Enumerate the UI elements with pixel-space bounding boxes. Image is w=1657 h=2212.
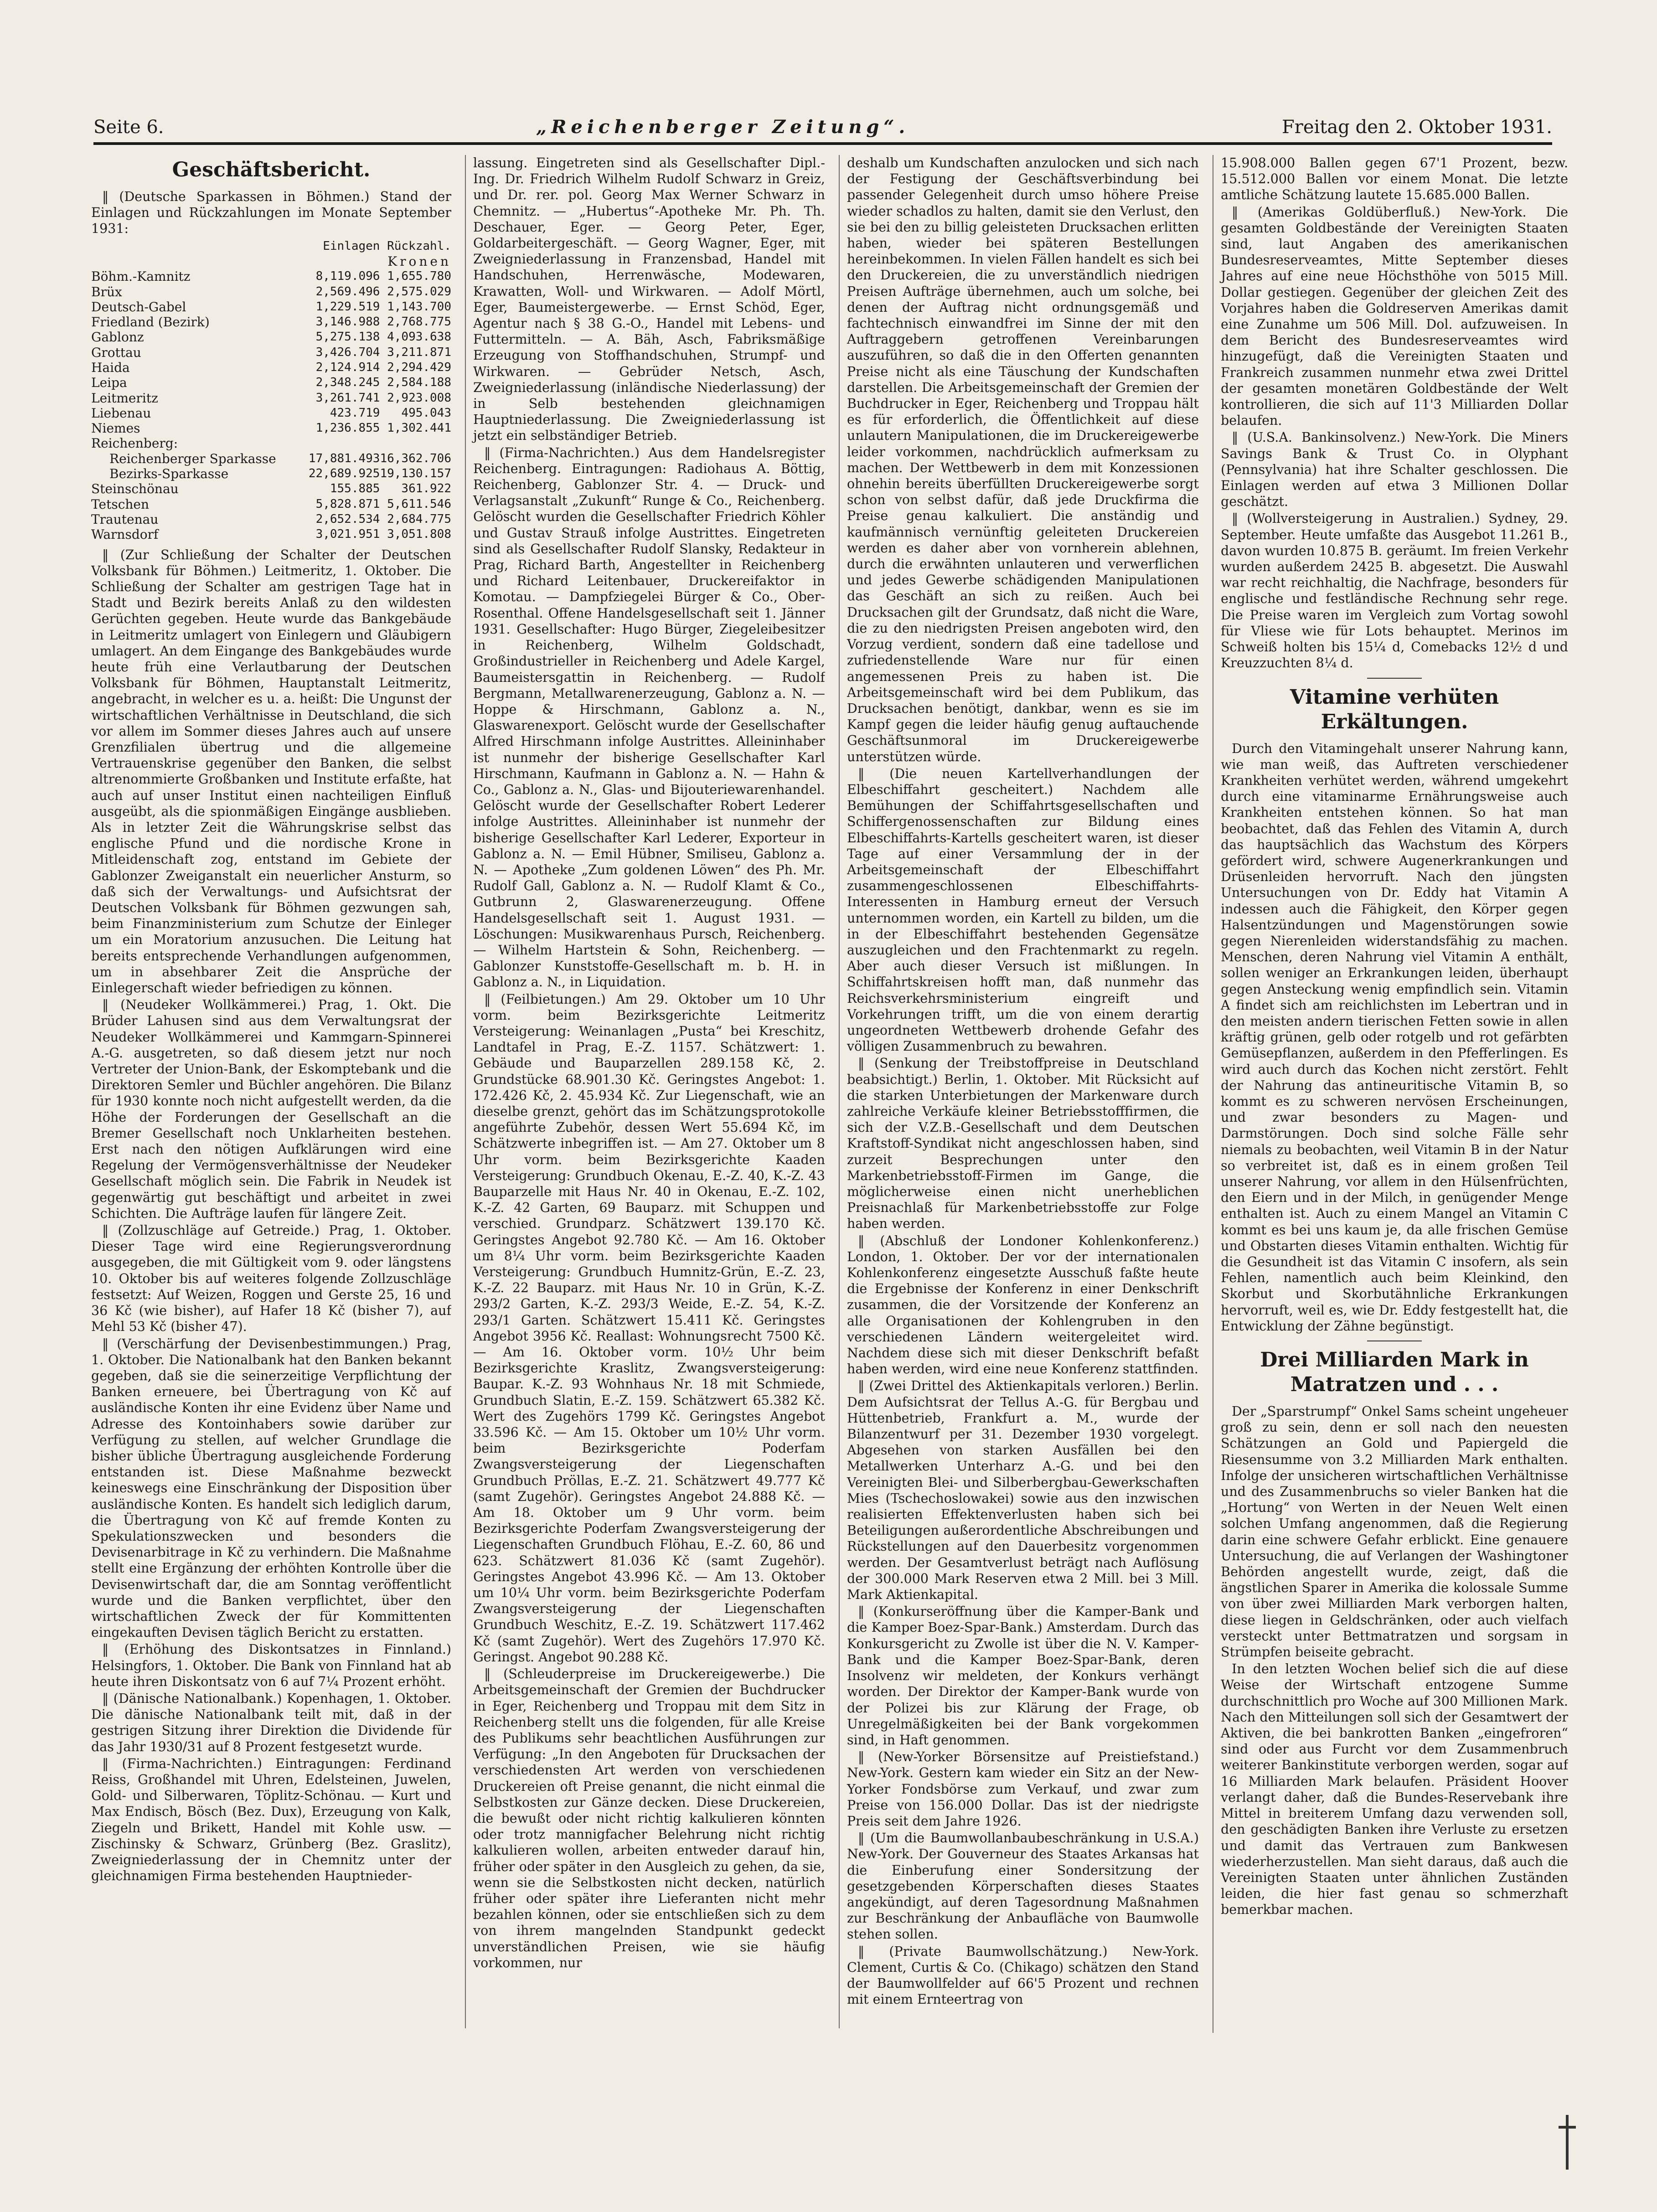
page-number: Seite 6.	[93, 117, 164, 138]
table-row: Grottau 3,426.704 3,211.871	[91, 345, 451, 360]
article-schleuderpreise-cont: deshalb um Kundschaften anzulocken und sich nach der Festigung der Geschäftsverbindung bei passender Gelegenheit durch umso höhere Preise wieder schadlos zu halten, damit sie den Verlust, den sie bei den zu billig geleisteten Drucksachen erlitten haben, wieder bei späteren Bestellungen hereinbekommen. In vielen Fällen handelt es sich bei den Druckereien, die zu unverständlich niedrigen Preisen Aufträge übernehmen, auch um solche, bei denen der Auftrag nicht ordnungsgemäß und fachtechnisch einwandfrei im Sinne der mit den Auftraggebern getroffenen Vereinbarungen auszuführen, so daß die in den Offerten genannten Preise nicht als eine Täuschung der Kundschaften darstellen. Die Arbeitsgemeinschaft der Gremien der Buchdrucker in Eger, Reichenberg und Troppau hält es für erforderlich, die Öffentlichkeit auf diese unlautern Manipulationen, die im Druckereigewerbe leider vorkommen, nachdrücklich aufmerksam zu machen. Der Wettbewerb in dem mit Konzessionen ohnehin bereits überfüllten Druckereigewerbe sorgt schon von selbst dafür, daß jede Druckfirma die Preise genau kalkuliert. Die anständig und kaufmännisch vernünftig geleiteten Druckereien werden es daher aber von vornherein ablehnen, durch die erwähnten unlauteren und verwerflichen und jedes Gewerbe schädigenden Manipulationen das Geschäft an sich zu reißen. Auch bei Drucksachen gilt der Grundsatz, daß nicht die Ware, die zu den niedrigsten Preisen angeboten wird, den Vorzug verdient, sondern daß eine tadellose und zufriedenstellende Ware nur für einen angemessenen Preis zu haben ist. Die Arbeitsgemeinschaft wird bei dem Publikum, das Drucksachen benötigt, dankbar, wenn es sie im Kampf gegen die leider häufig genug auftauchende Geschäftsunmoral im Druckereigewerbe unterstützen würde.	[847, 155, 1199, 764]
article-kohlenkonferenz: ‖ (Abschluß der Londoner Kohlenkonferenz.) London, 1. Oktober. Der vor der internationalen Kohlenkonferenz eingesetzte Ausschuß faßte heute die Ergebnisse der Konferenz in einer Denkschrift zusammen, die der Vorsitzende der Konferenz an alle Organisationen der Kohlengruben in den verschiedenen Ländern weitergeleitet wird. Nachdem diese sich mit dieser Denkschrift befaßt haben werden, wird eine neue Konferenz stattfinden.	[847, 1233, 1199, 1377]
issue-date: Freitag den 2. Oktober 1931.	[1281, 117, 1552, 138]
article-diskontsatz-finnland: ‖ (Erhöhung des Diskontsatzes in Finnland.) Helsingfors, 1. Oktober. Die Bank von Finnland hat ab heute ihren Diskontsatz von 6 auf 7¼ Prozent erhöht.	[91, 1642, 451, 1689]
headline-vitamine: Vitamine verhüten Erkältungen.	[1290, 685, 1499, 733]
article-goldueberfluss: ‖ (Amerikas Goldüberfluß.) New-York. Die gesamten Goldbestände der Vereinigten Staaten sind, laut Angaben des amerikanischen Bundesreserveamtes, Mitte September dieses Jahres auf eine neue Höchsthöhe von 5015 Mill. Dollar gestiegen. Gegenüber der gleichen Zeit des Vorjahres haben die Goldreserven Amerikas damit eine Zunahme um 506 Mill. Dol. aufzuweisen. In dem Bericht des Bundesreserveamtes wird hinzugefügt, daß die Vereinigten Staaten und Frankreich zusammen nunmehr etwa zwei Drittel der gesamten monetären Goldbestände der Welt kontrollieren, die sich auf 11'3 Milliarden Dollar belaufen.	[1221, 204, 1568, 428]
article-neudeker-wollkaemmerei: ‖ (Neudeker Wollkämmerei.) Prag, 1. Okt. Die Brüder Lahusen sind aus dem Verwaltungsrat der Neudeker Wollkämmerei und Kammgarn-Spinnerei A.-G. ausgetreten, so daß diesem jetzt nur noch Vertreter der Union-Bank, der Eskomptebank und die Direktoren Semler und Büchler angehören. Die Bilanz für 1930 konnte noch nicht aufgestellt werden, da die Höhe der Forderungen der Gesellschaft an die Bremer Gesellschaft noch Unklarheiten bestehen. Erst nach den nötigen Aufklärungen wird eine Regelung der Vermögensverhältnisse der Neudeker Gesellschaft möglich sein. Die Fabrik in Neudek ist gegenwärtig gut beschäftigt und arbeitet in zwei Schichten. Die Aufträge laufen für längere Zeit.	[91, 997, 451, 1221]
newspaper-title: „Reichenberger Zeitung“.	[536, 116, 910, 138]
article-baumwollschaetzung-cont: 15.908.000 Ballen gegen 67'1 Prozent, bezw. 15.512.000 Ballen vor einem Monat. Die letzte amtliche Schätzung lautete 15.685.000 Ballen.	[1221, 155, 1568, 203]
article-elbeschiffahrt: ‖ (Die neuen Kartellverhandlungen der Elbeschiffahrt gescheitert.) Nachdem alle Bemühungen der Schiffahrtsgesellschaften und Schiffergenossenschaften zur Bildung eines Elbeschiffahrts-Kartells gescheitert waren, ist dieser Tage auf einer Versammlung der in der Arbeitsgemeinschaft der Elbeschiffahrt zusammengeschlossenen Elbeschiffahrts-Interessenten in Hamburg erneut der Versuch unternommen worden, ein Kartell zu bilden, um die in der Elbeschiffahrt bestehenden Gegensätze auszugleichen und den Frachtenmarkt zu regeln. Aber auch dieser Versuch ist mißlungen. In Schiffahrtskreisen hofft man, daß nunmehr das Reichsverkehrsministerium eingreift und Vorkehrungen trifft, um die von einem derartig ungeordneten Wettbewerb drohende Gefahr des völligen Zusammenbruch zu bewahren.	[847, 766, 1199, 1054]
table-row: Haida 2,124.914 2,294.429	[91, 360, 451, 375]
table-row: Trautenau 2,652.534 2,684.775	[91, 511, 451, 527]
table-unit-row	[91, 254, 451, 269]
article-kamper-bank: ‖ (Konkurseröffnung über die Kamper-Bank und die Kamper Boez-Spar-Bank.) Amsterdam. Durch das Konkursgericht zu Zwolle ist über die N. V. Kamper-Bank und die Kamper Boez-Spar-Bank, deren Insolvenz wir meldeten, der Konkurs verhängt worden. Der Direktor der Kamper-Bank wurde von der Polizei bis zur Klärung der Frage, ob Unregelmäßigkeiten bei der Bank vorgekommen sind, in Haft genommen.	[847, 1604, 1199, 1748]
article-sparstrumpf-2: In den letzten Wochen belief sich die auf diese Weise der Wirtschaft entzogene Summe durchschnittlich pro Woche auf 300 Millionen Mark. Nach den Mitteilungen soll sich der Gesamtwert der Aktiven, die bei bankrotten Banken „eingefroren“ sind oder aus Furcht vor dem Zusammenbruch weiterer Bankinstitute verborgen werden, sogar auf 16 Milliarden Mark belaufen. Präsident Hoover verlangt daher, daß die Bundes-Reservebank ihre Mittel in breiterem Umfang dazu verwenden soll, den geschädigten Banken ihre Verluste zu ersetzen und damit das Vertrauen zum Bankwesen wiederherzustellen. Man sieht daraus, daß auch die Vereinigten Staaten unter ähnlichen Zuständen leiden, die hier fast genau so schmerzhaft bemerkbar machen.	[1221, 1661, 1568, 1918]
article-treibstoffpreise: ‖ (Senkung der Treibstoffpreise in Deutschland beabsichtigt.) Berlin, 1. Oktober. Mit Rücksicht auf die starken Unterbietungen der Markenware durch zahlreiche Verkäufe kleiner Betriebsstofffirmen, die sich der V.Z.B.-Gesellschaft und dem Deutschen Kraftstoff-Syndikat nicht angeschlossen haben, sind zurzeit Besprechungen unter den Markenbetriebsstoff-Firmen im Gange, die möglicherweise einen nicht unerheblichen Preisnachlaß für Markenbetriebsstoffe zur Folge haben werden.	[847, 1056, 1199, 1232]
headline-milliarden-mark: Drei Milliarden Mark in Matratzen und . . .	[1260, 1348, 1529, 1397]
table-row: Deutsch-Gabel 1,229.519 1,143.700	[91, 299, 451, 315]
column-4	[1213, 155, 1568, 2033]
article-wollversteigerung: ‖ (Wollversteigerung in Australien.) Sydney, 29. September. Heute umfaßte das Ausgebot 11.261 B., davon wurden 10.875 B. geräumt. Im freien Verkehr wurden außerdem 2425 B. abgesetzt. Die Auswahl war recht reichhaltig, die Nachfrage, besonders für englische und festländische Rechnung sehr rege. Die Preise waren im Vergleich zum Vortag sowohl für Vliese wie für Lots behauptet. Merinos im Schweiß holten bis 15¼ d, Comebacks 12½ d und Kreuzzuchten 8¼ d.	[1221, 511, 1568, 671]
article-boersensitze: ‖ (New-Yorker Börsensitze auf Preistiefstand.) New-York. Gestern kam wieder ein Sitz an der New-Yorker Fondsbörse zum Verkauf, und zwar zum Preise von 156.000 Dollar. Das ist der niedrigste Preis seit dem Jahre 1926.	[847, 1749, 1199, 1829]
article-firma-nachrichten-1: ‖ (Firma-Nachrichten.) Eintragungen: Ferdinand Reiss, Großhandel mit Uhren, Edelsteinen, Juwelen, Gold- und Silberwaren, Töplitz-Schönau. — Kurt und Max Endisch, Bösch (Bez. Dux), Erzeugung von Kalk, Ziegeln und Brikett, Handel mit Kohle usw. — Zischinsky & Schwarz, Grünberg (Bez. Graslitz), Zweigniederlassung der in Chemnitz unter der gleichnamigen Firma bestehenden Hauptnieder-	[91, 1756, 451, 1884]
article-schleuderpreise: ‖ (Schleuderpreise im Druckereigewerbe.) Die Arbeitsgemeinschaft der Gremien der Buchdrucker in Eger, Reichenberg und Troppau mit dem Sitz in Reichenberg stellt uns die folgenden, für alle Kreise des Publikums sehr beachtlichen Ausführungen zur Verfügung: „In den Angeboten für Drucksachen der verschiedensten Art werden von verschiedenen Druckereien oft Preise genannt, die nicht einmal die Selbstkosten zur Gänze decken. Diese Druckereien, die bewußt oder nicht richtig kalkulieren könnten oder trotz mannigfacher Belehrung nicht richtig kalkulieren wollen, arbeiten entweder darauf hin, früher oder später in den Ausgleich zu gehen, da sie, wenn sie die Selbstkosten nicht decken, natürlich früher oder später ihre Lieferanten nicht mehr bezahlen können, oder sie entschließen sich zu dem von ihrem mangelnden Standpunkt gedeckt unverständlichen Preisen, wie sie häufig vorkommen, nur	[473, 1666, 825, 1970]
column-header-einlagen: Einlagen	[323, 239, 380, 253]
article-sparstrumpf: Der „Sparstrumpf“ Onkel Sams scheint ungeheuer groß zu sein, denn er soll nach den neuesten Schätzungen an Gold und Papiergeld die Riesensumme von 3.2 Milliarden Mark enthalten. Infolge der unsicheren wirtschaftlichen Verhältnisse und des Zusammenbruchs so vieler Banken hat die „Hortung“ von Werten in der Neuen Welt einen solchen Umfang angenommen, daß die Regierung darin eine schwere Gefahr erblickt. Eine genauere Untersuchung, die auf Verlangen der Washingtoner Behörden angestellt wurde, zeigt, daß die ängstlichen Sparer in Amerika die kolossale Summe von über zwei Milliarden Mark verborgen halten, diese liegen in Geldschränken, oder auch vielfach versteckt unter Bettmatratzen und sorgsam in Strümpfen beiseite gebracht.	[1221, 1404, 1568, 1660]
table-row: Liebenau 423.719 495.043	[91, 405, 451, 421]
article-bankinsolvenz: ‖ (U.S.A. Bankinsolvenz.) New-York. Die Miners Savings Bank & Trust Co. in Olyphant (Pennsylvania) hat ihre Schalter geschlossen. Die Einlagen werden auf etwa 3 Millionen Dollar geschätzt.	[1221, 430, 1568, 510]
page-header	[93, 118, 1552, 145]
table-row: Brüx 2,569.496 2,575.029	[91, 284, 451, 299]
dagger-mark	[1566, 2115, 1569, 2170]
article-volksbank: ‖ (Zur Schließung der Schalter der Deutschen Volksbank für Böhmen.) Leitmeritz, 1. Oktober. Die Schließung der Schalter am gestrigen Tage hat in Stadt und Bezirk bereits Anlaß zu den wildesten Gerüchten gegeben. Heute wurde das Bankgebäude in Leitmeritz umlagert von Einlegern und Gläubigern umlagert. An dem Eingange des Bankgebäudes wurde heute früh eine Verlautbarung der Deutschen Volksbank für Böhmen, Hauptanstalt Leitmeritz, angebracht, in welcher es u. a. heißt: Die Ungunst der wirtschaftlichen Verhältnisse in Deutschland, die sich vor allem im Sommer dieses Jahres auch auf unsere Grenzfilialen übertrug und die allgemeine Vertrauenskrise gegenüber den Banken, die selbst altrenommierte Großbanken und Institute erfaßte, hat auch auf unser Institut einen nachteiligen Einfluß ausgeübt, als die spionmäßigen Eingänge ausblieben. Als in letzter Zeit die Währungskrise selbst das englische Pfund und die nordische Krone in Mitleidenschaft zog, entstand im Gebiete der Gablonzer Zweiganstalt ein neuerlicher Ansturm, so daß sich der Verwaltungs- und Aufsichtsrat der Deutschen Volksbank für Böhmen gezwungen sah, beim Finanzministerium zum Schutze der Einleger um ein Moratorium anzusuchen. Die Leitung hat bereits entsprechende Verhandlungen aufgenommen, um in absehbarer Zeit die Ansprüche der Einlegerschaft wieder befriedigen zu können.	[91, 547, 451, 996]
table-row: Bezirks-Sparkasse 22,689.925 19,130.157	[109, 466, 451, 482]
divider	[1367, 678, 1422, 679]
table-header-row	[91, 239, 451, 254]
column-2	[465, 155, 825, 2028]
article-firma-nachrichten-1-cont: lassung. Eingetreten sind als Gesellschafter Dipl.-Ing. Dr. Friedrich Wilhelm Rudolf Schwarz in Greiz, und Dr. rer. pol. Georg Max Werner Schwarz in Chemnitz. — „Hubertus“-Apotheke Mr. Ph. Th. Deschauer, Eger. — Georg Peter, Eger, Goldarbeitergeschäft. — Georg Wagner, Eger, mit Zweigniederlassung in Franzensbad, Handel mit Handschuhen, Herrenwäsche, Modewaren, Krawatten, Woll- und Wirkwaren. — Adolf Mörtl, Eger, Baumeistergewerbe. — Ernst Schöd, Eger, Agentur nach § 38 G.-O., Handel mit Lebens- und Futtermitteln. — A. Bäh, Asch, Fabriksmäßige Erzeugung von Stoffhandschuhen, Strumpf- und Wirkwaren. — Gebrüder Netsch, Asch, Zweigniederlassung (inländische Niederlassung) der in Selb bestehenden gleichnamigen Hauptniederlassung. Die Zweigniederlassung ist jetzt ein selbständiger Betrieb.	[473, 155, 825, 443]
article-zollzuschlaege: ‖ (Zollzuschläge auf Getreide.) Prag, 1. Oktober. Dieser Tage wird eine Regierungsverordnung ausgegeben, die mit Gültigkeit vom 9. oder längstens 10. Oktober bis auf weiteres folgende Zollzuschläge festsetzt: Auf Weizen, Roggen und Gerste 25, 16 und 36 Kč (wie bisher), auf Hafer 18 Kč (bisher 7), auf Mehl 53 Kč (bisher 47).	[91, 1223, 451, 1335]
column-header-rueckzahlungen: Rückzahl.	[387, 239, 451, 253]
table-row: Friedland (Bezirk) 3,146.988 2,768.775	[91, 315, 451, 330]
table-row: Steinschönau 155.885 361.922	[91, 481, 451, 497]
table-row: Böhm.-Kamnitz 8,119.096 1,655.780	[91, 269, 451, 284]
article-baumwollanbau: ‖ (Um die Baumwollanbaubeschränkung in U.S.A.) New-York. Der Gouverneur des Staates Arkansas hat die Einberufung einer Sondersitzung der gesetzgebenden Körperschaften dieses Staates angekündigt, auf deren Tagesordnung Maßnahmen zur Beschränkung der Anbaufläche von Baumwolle stehen sollen.	[847, 1830, 1199, 1942]
table-row: Leitmeritz 3,261.741 2,923.008	[91, 390, 451, 406]
article-vitamine: Durch den Vitamingehalt unserer Nahrung kann, wie man weiß, das Auftreten verschiedener Krankheiten verhütet werden, während umgekehrt durch eine vitaminarme Ernährungsweise auch Krankheiten entstehen können. So hat man beobachtet, daß das Fehlen des Vitamin A, durch das hauptsächlich das Wachstum des Körpers gefördert wird, schwere Augenerkrankungen und Drüsenleiden hervorruft. Nach den jüngsten Untersuchungen von Dr. Eddy hat Vitamin A indessen auch die Fähigkeit, den Körper gegen Halsentzündungen und Magenstörungen sowie gegen Nierenleiden widerstandsfähig zu machen. Menschen, deren Nahrung viel Vitamin A enthält, sollen weniger an Erkrankungen leiden, überhaupt gegen Ansteckung wenig empfindlich sein. Vitamin A findet sich am reichlichsten im Lebertran und in den meisten andern tierischen Fetten sowie in allen kräftig grünen, gelb oder rotgelb und rot gefärbten Gemüsepflanzen, außerdem in den Pfefferlingen. Es wird auch durch das Kochen nicht zerstört. Fehlt der Nahrung das antineuritische Vitamin B, so kommt es zu schweren nervösen Erscheinungen, und zwar besonders zu Magen- und Darmstörungen. Doch sind solche Fälle sehr niemals zu beobachten, weil Vitamin B in der Natur so verbreitet ist, daß es in einem großen Teil unserer Nahrung, vor allem in den Hülsenfrüchten, den Eiern und in der Milch, in genügender Menge enthalten ist. Auch zu einem Mangel an Vitamin C kommt es bei uns kaum je, da alle frischen Gemüse und Obstarten dieses Vitamin enthalten. Wichtig für die Gesundheit ist das Vitamin C insofern, als sein Fehlen, namentlich auch beim Kleinkind, den Skorbut und Skorbutähnliche Erkrankungen hervorruft, weil es, wie Dr. Eddy festgestellt hat, die Entwicklung der Zähne begünstigt.	[1221, 741, 1568, 1334]
section-heading-geschaeftsbericht: Geschäftsbericht.	[172, 158, 371, 181]
table-row: Niemes 1,236.855 1,302.441	[91, 421, 451, 436]
article-firma-nachrichten-2: ‖ (Firma-Nachrichten.) Aus dem Handelsregister Reichenberg. Eintragungen: Radiohaus A. Böttig, Reichenberg, Gablonzer Str. 4. — Druck- und Verlagsanstalt „Zukunft“ Runge & Co., Reichenberg. Gelöscht wurden die Gesellschafter Friedrich Köhler und Gustav Strauß infolge Austrittes. Eingetreten sind als Gesellschafter Rudolf Slansky, Redakteur in Prag, Richard Barth, Angestellter in Reichenberg und Richard Leitenbauer, Druckereifaktor in Komotau. — Dampfziegelei Bürger & Co., Ober-Rosenthal. Offene Handelsgesellschaft seit 1. Jänner 1931. Gesellschafter: Hugo Bürger, Ziegeleibesitzer in Reichenberg, Wilhelm Goldschadt, Großindustrieller in Reichenberg und Adele Kargel, Baumeistersgattin in Reichenberg. — Rudolf Bergmann, Metallwarenerzeugung, Gablonz a. N. — Hoppe & Hirschmann, Gablonz a. N., Glaswarenexport. Gelöscht wurde der Gesellschafter Alfred Hirschmann infolge Austrittes. Alleininhaber ist nunmehr der bisherige Gesellschafter Karl Hirschmann, Kaufmann in Gablonz a. N. — Hahn & Co., Gablonz a. N., Glas- und Bijouteriewarenhandel. Gelöscht wurde der Gesellschafter Robert Lederer infolge Austrittes. Alleininhaber ist nunmehr der bisherige Gesellschafter Karl Lederer, Exporteur in Gablonz a. N. — Emil Hübner, Smiliseu, Gablonz a. N. — Apotheke „Zum goldenen Löwen“ des Ph. Mr. Rudolf Gall, Gablonz a. N. — Rudolf Klamt & Co., Gutbrunn 2, Glaswarenerzeugung. Offene Handelsgesellschaft seit 1. August 1931. — Löschungen: Musikwarenhaus Pursch, Reichenberg. — Wilhelm Hartstein & Sohn, Reichenberg. — Gablonzer Kunststoffe-Gesellschaft m. b. H. in Gablonz a. N., in Liquidation.	[473, 445, 825, 990]
article-baumwollschaetzung: ‖ (Private Baumwollschätzung.) New-York. Clement, Curtis & Co. (Chikago) schätzen den Stand der Baumwollfelder auf 66'5 Prozent und rechnen mit einem Ernteertrag von	[847, 1944, 1199, 2007]
column-3	[839, 155, 1199, 2028]
article-feilbietungen: ‖ (Feilbietungen.) Am 29. Oktober um 10 Uhr vorm. beim Bezirksgerichte Leitmeritz Versteigerung: Weinanlagen „Pusta“ bei Kreschitz, Landtafel in Prag, E.-Z. 1157. Schätzwert: 1. Gebäude und Bauparzellen 289.158 Kč, 2. Grundstücke 68.901.30 Kč. Geringstes Angebot: 1. 172.426 Kč, 2. 45.934 Kč. Zur Liegenschaft, wie an dieselbe grenzt, gehört das im Schätzungsprotokolle angeführte Zubehör, dessen Wert 55.694 Kč, im Schätzwerte inbegriffen ist. — Am 27. Oktober um 8 Uhr vorm. beim Bezirksgerichte Kaaden Versteigerung: Grundbuch Okenau, E.-Z. 40, K.-Z. 43 Bauparzelle mit Haus Nr. 40 in Okenau, E.-Z. 102, K.-Z. 42 Garten, 69 Bauparz. mit Schuppen und verschied. Grundparz. Schätzwert 139.170 Kč. Geringstes Angebot 92.780 Kč. — Am 16. Oktober um 8¼ Uhr vorm. beim Bezirksgerichte Kaaden Versteigerung: Grundbuch Humnitz-Grün, E.-Z. 23, K.-Z. 22 Bauparz. mit Haus Nr. 10 in Grün, K.-Z. 293/2 Garten, K.-Z. 293/3 Weide, E.-Z. 54, K.-Z. 293/1 Garten. Schätzwert 15.411 Kč. Geringstes Angebot 3956 Kč. Reallast: Wohnungsrecht 7500 Kč. — Am 16. Oktober vorm. 10½ Uhr beim Bezirksgerichte Kraslitz, Zwangsversteigerung: Baupar. K.-Z. 93 Wohnhaus Nr. 18 mit Schmiede, Grundbuch Slatin, E.-Z. 159. Schätzwert 65.382 Kč. Wert des Zugehörs 1799 Kč. Geringstes Angebot 33.596 Kč. — Am 15. Oktober um 10½ Uhr vorm. beim Bezirksgerichte Poderfam Zwangsversteigerung der Liegenschaften Grundbuch Pröllas, E.-Z. 21. Schätzwert 49.777 Kč (samt Zugehör). Geringstes Angebot 24.888 Kč. — Am 18. Oktober um 9 Uhr vorm. beim Bezirksgerichte Poderfam Zwangsversteigerung der Liegenschaften Grundbuch Flöhau, E.-Z. 60, 86 und 623. Schätzwert 81.036 Kč (samt Zugehör). Geringstes Angebot 43.996 Kč. — Am 13. Oktober um 10¼ Uhr vorm. beim Bezirksgerichte Poderfam Zwangsversteigerung der Liegenschaften Grundbuch Weschitz, E.-Z. 19. Schätzwert 117.462 Kč (samt Zugehör). Wert des Zugehörs 17.970 Kč. Geringst. Angebot 90.288 Kč.	[473, 991, 825, 1665]
article-sparkassen-intro: ‖ (Deutsche Sparkassen in Böhmen.) Stand der Einlagen und Rückzahlungen im Monate September 1931:	[91, 189, 451, 237]
table-row: Reichenberger Sparkasse 17,881.493 16,362.706	[109, 451, 451, 466]
currency-unit: Kronen	[387, 253, 451, 269]
article-aktienkapital: ‖ (Zwei Drittel des Aktienkapitals verloren.) Berlin. Dem Aufsichtsrat der Tellus A.-G. für Bergbau und Hüttenbetrieb, Frankfurt a. M., wurde der Bilanzentwurf per 31. Dezember 1930 vorgelegt. Abgesehen von starken Ausfällen bei den Metallwerken Unterharz A.-G. und bei den Vereinigten Blei- und Silberbergbau-Gewerkschaften Mies (Tschechoslowakei) sowie aus den inzwischen realisierten Effektenverlusten haben sich bei Beteiligungen außerordentliche Abschreibungen und Rückstellungen auf den Dauerbesitz vorgenommen werden. Der Gesamtverlust beträgt nach Auflösung der 300.000 Mark Reserven etwa 2 Mill. bei 3 Mill. Mark Aktienkapital.	[847, 1378, 1199, 1603]
article-devisenbestimmungen: ‖ (Verschärfung der Devisenbestimmungen.) Prag, 1. Oktober. Die Nationalbank hat den Banken bekannt gegeben, daß sie die seinerzeitige Verpflichtung der Banken erneuere, bei Übertragung von Kč auf ausländische Konten ihr eine Evidenz über Name und Adresse des Kontoinhabers sowie darüber zur Verfügung zu stellen, auf welcher Grundlage die bisher übliche Übertragung ausgleichende Forderung entstanden ist. Diese Maßnahme bezweckt keineswegs eine Einschränkung der Disposition über ausländische Konten. Es handelt sich lediglich darum, die Übertragung von Kč auf fremde Konten zu Spekulationszwecken und besonders die Devisenarbitrage in Kč zu verhindern. Die Maßnahme stellt eine Ergänzung der erhöhten Kontrolle über die Devisenwirtschaft dar, die am Sonntag veröffentlicht wurde und die Banken verpflichtet, über den wirtschaftlichen Zweck der für Kommittenten eingekauften Devisen täglich Bericht zu erstatten.	[91, 1336, 451, 1640]
table-row: Warnsdorf 3,021.951 3,051.808	[91, 527, 451, 542]
column-1	[91, 155, 451, 2024]
table-row: Leipa 2,348.245 2,584.188	[91, 375, 451, 391]
table-row: Tetschen 5,828.871 5,611.546	[91, 496, 451, 512]
table-row: Gablonz 5,275.138 4,093.638	[91, 330, 451, 345]
article-daenische-nationalbank: ‖ (Dänische Nationalbank.) Kopenhagen, 1. Oktober. Die dänische Nationalbank teilt mit, daß in der gestrigen Sitzung ihrer Direktion die Dividende für das Jahr 1930/31 auf 8 Prozent festgesetzt wurde.	[91, 1691, 451, 1754]
sparkassen-table	[91, 239, 451, 542]
table-row: Reichenberg:	[91, 436, 178, 451]
